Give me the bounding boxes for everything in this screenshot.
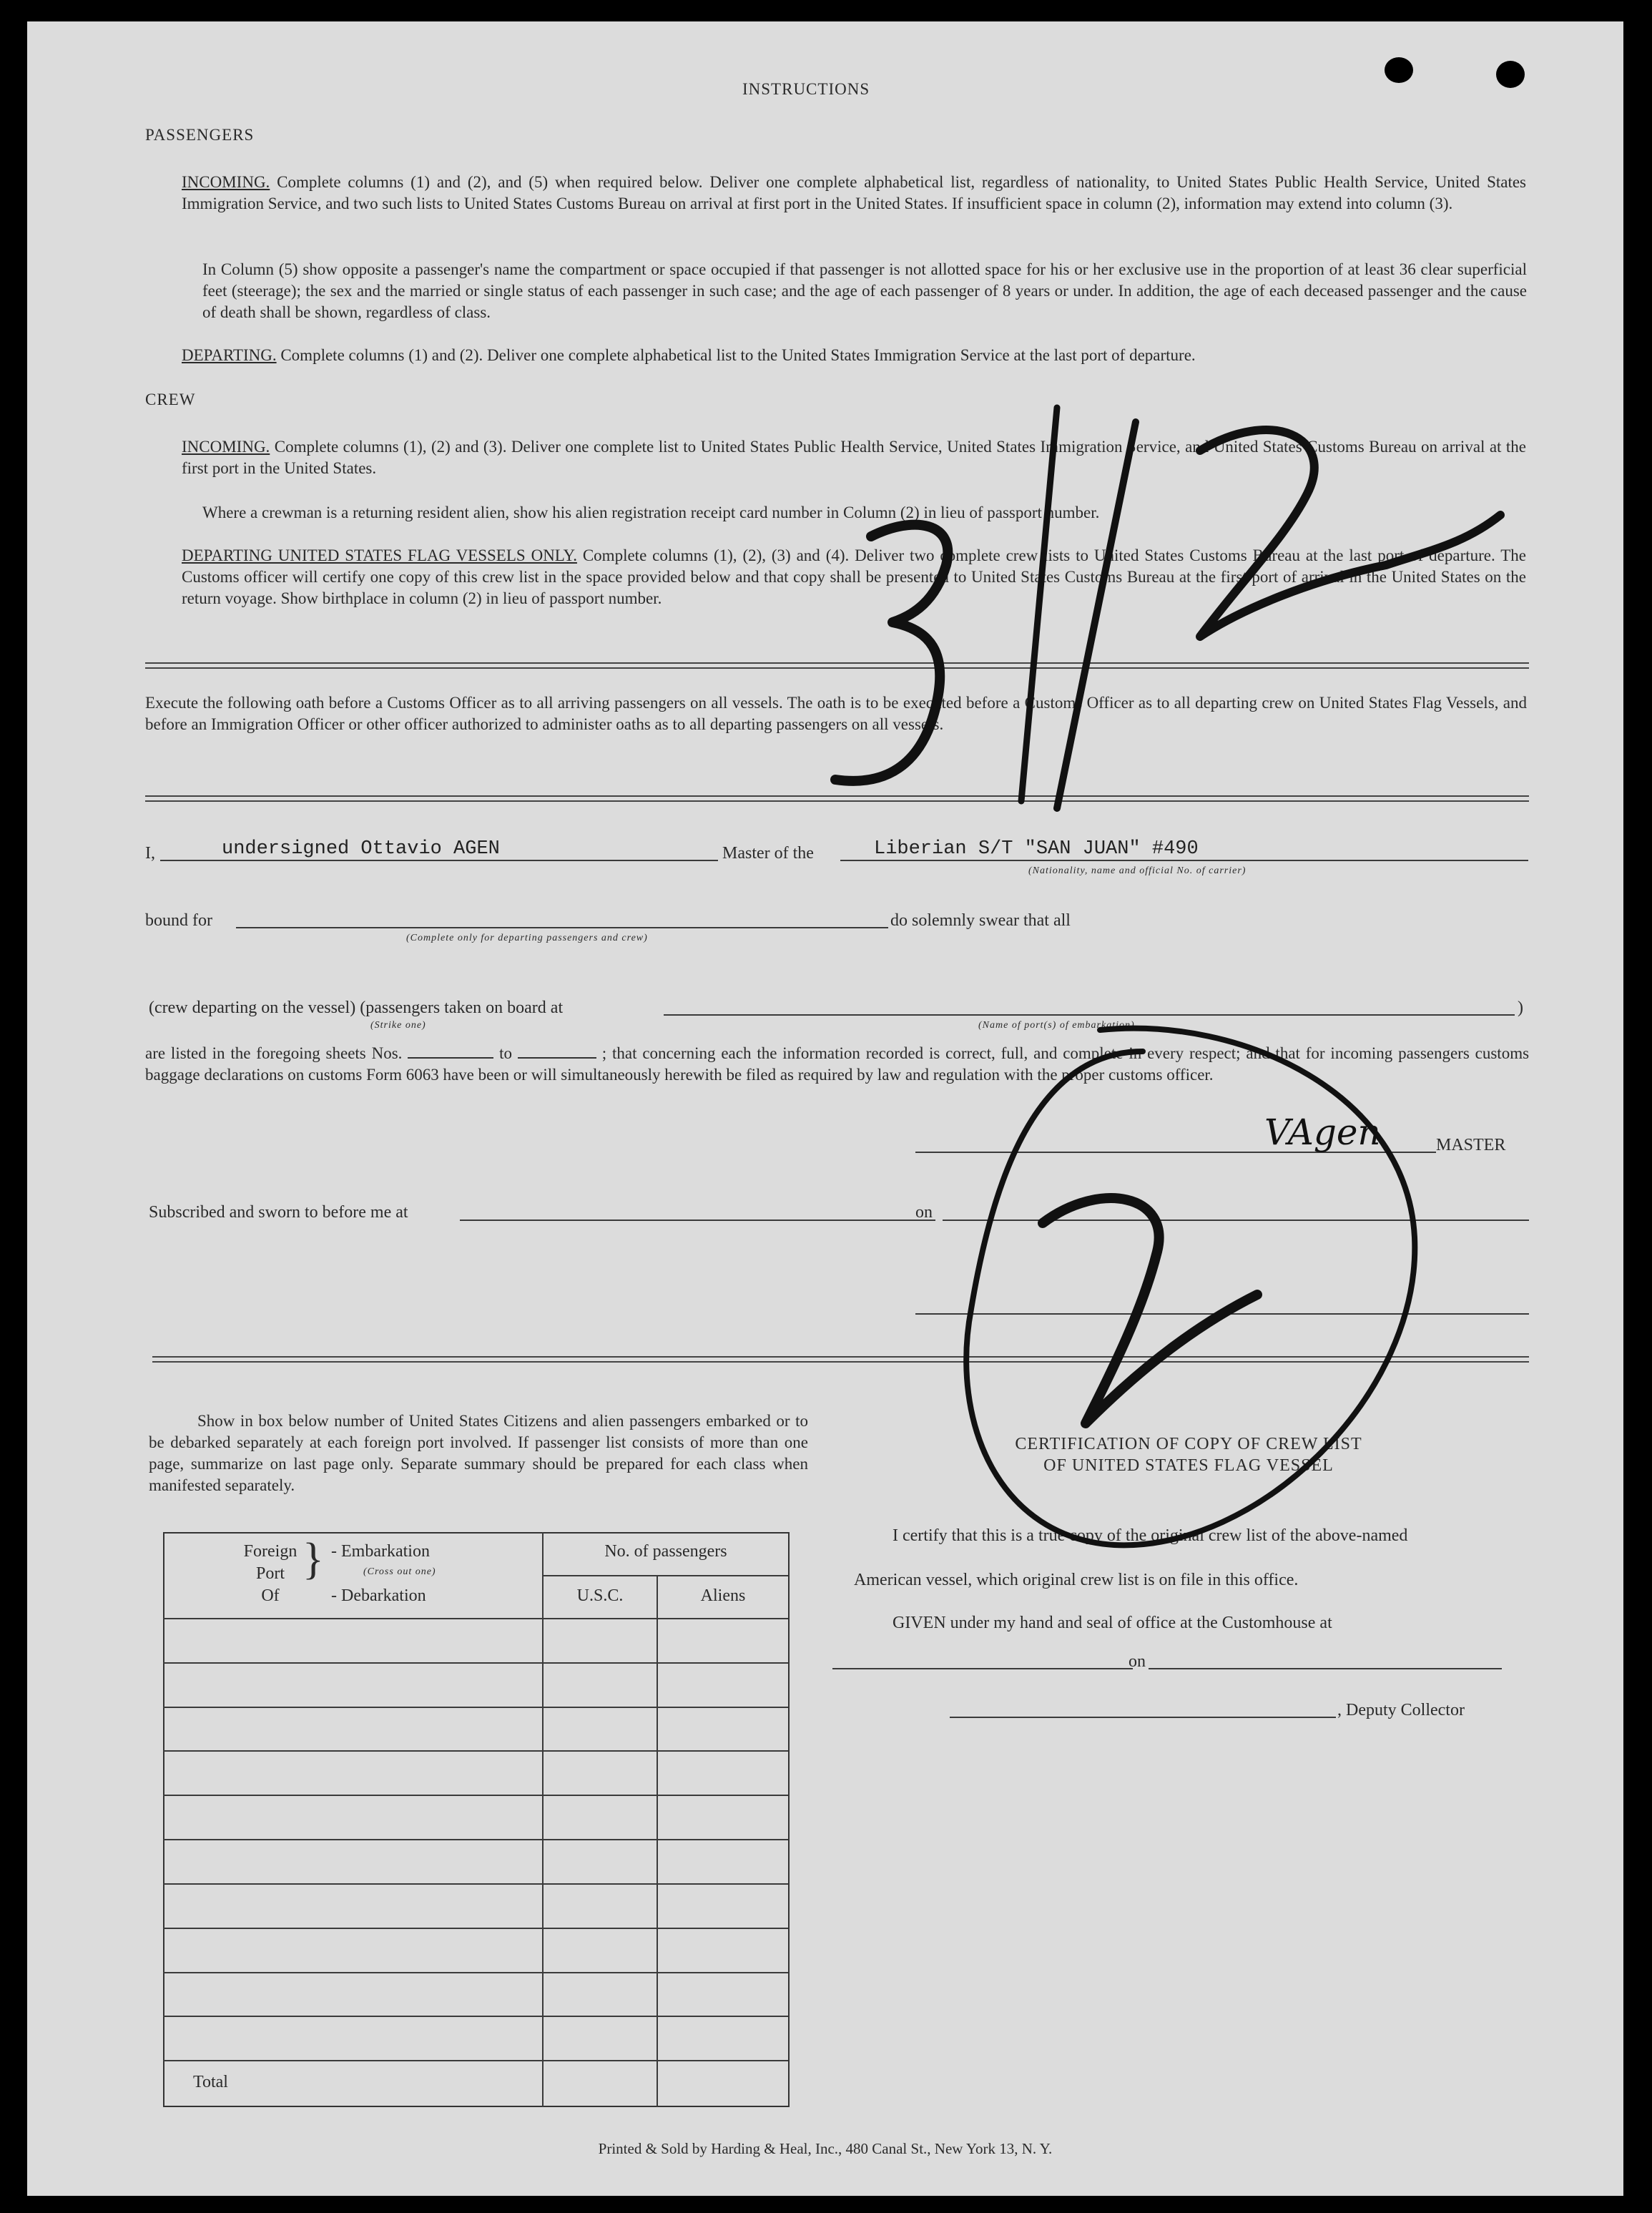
handwritten-two — [1200, 430, 1500, 637]
deputy-collector-label: , Deputy Collector — [1337, 1701, 1465, 1719]
punch-hole — [1496, 61, 1525, 88]
cert-on-label: on — [1129, 1652, 1146, 1671]
american-vessel-text: American vessel, which original crew list is on file in this office. — [854, 1571, 1299, 1589]
port-label: Port — [255, 1564, 285, 1583]
printer-footer: Printed & Sold by Harding & Heal, Inc., 480 Canal St., New York 13, N. Y. — [598, 2140, 1053, 2157]
handwritten-marks — [27, 21, 1623, 2196]
punch-hole — [1385, 57, 1413, 83]
master-label: MASTER — [1436, 1136, 1506, 1154]
subscribed-label: Subscribed and sworn to before me at — [149, 1203, 408, 1222]
oath-i-label: I, — [145, 844, 155, 863]
departing-label: DEPARTING. — [182, 346, 277, 364]
crew-incoming-label: INCOMING. — [182, 438, 270, 456]
handwritten-three — [835, 525, 948, 781]
handwritten-circled-two — [1043, 1198, 1257, 1423]
embarkation-label: - Embarkation — [331, 1542, 430, 1561]
no-passengers-header: No. of passengers — [604, 1542, 727, 1561]
crew-incoming-text: Complete columns (1), (2) and (3). Deliver one complete list to United States Public Health Service, United States Immigration Service, and United States Customs Bureau on arrival at the first port in the United States. — [182, 438, 1526, 477]
certification-subtitle: OF UNITED STATES FLAG VESSEL — [1043, 1456, 1334, 1475]
master-signature: VAgen — [1264, 1112, 1381, 1153]
total-label: Total — [193, 2073, 228, 2091]
debarkation-label: - Debarkation — [331, 1586, 426, 1605]
of-label: Of — [261, 1586, 280, 1605]
sheets-to-label: to — [499, 1044, 513, 1062]
summary-instructions: Show in box below number of United States Citizens and alien passengers embarked or to be debarked separately at each foreign port involved. If passenger list consists of more than one page, summarize on last page only. Separate summary should be prepared for each class when manifested separately. — [149, 1412, 808, 1494]
cross-out-caption: (Cross out one) — [363, 1566, 436, 1577]
incoming-text: Complete columns (1) and (2), and (5) when required below. Deliver one complete alphabetical list, regardless of nationality, to United States Public Health Service, United States Immigration Service, and two such lists to United States Customs Bureau on arrival at first port in the United States. If insufficient space in column (2), information may extend into column (3). — [182, 173, 1527, 212]
departing-flag-label: DEPARTING UNITED STATES FLAG VESSELS ONLY. — [182, 546, 577, 564]
usc-header: U.S.C. — [576, 1586, 624, 1605]
certification-title: CERTIFICATION OF COPY OF CREW LIST — [1015, 1435, 1362, 1453]
incoming-label: INCOMING. — [182, 173, 270, 191]
oath-instruction-paragraph: Execute the following oath before a Customs Officer as to all arriving passengers on all vessels. The oath is to be executed before a Customs Officer as to all departing crew on United States Flag Vessels, and before an Immigration Officer or other officer authorized to administer oaths as to all departing passengers on all vessels. — [145, 694, 1527, 733]
crew-heading: CREW — [145, 391, 196, 408]
closing-paren: ) — [1518, 998, 1523, 1017]
crewman-paragraph: Where a crewman is a returning resident alien, show his alien registration receipt card number in Column (2) in lieu of passport number. — [202, 504, 1100, 521]
swear-text: do solemnly swear that all — [890, 911, 1071, 930]
column5-paragraph: In Column (5) show opposite a passenger's name the compartment or space occupied if that passenger is not allotted space for his or her exclusive use in the proportion of at least 36 clear superficial feet (steerage); the sex and the married or single status of each passenger in such case; and the age of each passenger of 8 years or under. In addition, the age of each deceased passenger and the cause of death shall be shown, regardless of class. — [202, 260, 1527, 321]
aliens-header: Aliens — [700, 1586, 746, 1605]
brace-glyph: } — [303, 1535, 324, 1584]
foreign-label: Foreign — [243, 1542, 298, 1561]
embarkation-caption: (Name of port(s) of embarkation) — [978, 1020, 1135, 1031]
circled-two — [966, 1029, 1415, 1546]
passengers-heading: PASSENGERS — [145, 126, 255, 144]
crew-departing-label: (crew departing on the vessel) (passengers taken on board at — [149, 998, 564, 1017]
strike-one-caption: (Strike one) — [370, 1020, 426, 1031]
document-page — [27, 21, 1623, 2196]
master-name-value: undersigned Ottavio AGEN — [222, 838, 500, 860]
handwritten-slash — [1021, 408, 1057, 801]
handwritten-one — [1057, 422, 1136, 808]
sheets-prefix: are listed in the foregoing sheets Nos. — [145, 1044, 403, 1062]
departing-flag-text: Complete columns (1), (2), (3) and (4). Deliver two complete crew lists to United States Customs Bureau at the last port of departure. The Customs officer will certify one copy of this crew list in the space provided below and that copy shall be presented to United States Customs Bureau at the first port of arrival in the United States on the return voyage. Show birthplace in column (2) in lieu of passport number. — [182, 546, 1527, 607]
instructions-heading: INSTRUCTIONS — [742, 80, 870, 98]
on-label: on — [915, 1203, 933, 1222]
bound-for-label: bound for — [145, 911, 212, 930]
master-of-label: Master of the — [722, 844, 814, 863]
sheets-suffix: ; that concerning each the information recorded is correct, full, and complete in every respect; and that for incoming passengers customs baggage declarations on customs Form 6063 have been or will simultaneously herewith be filed as required by law and regulation with the proper customs officer. — [145, 1044, 1530, 1084]
vessel-caption: (Nationality, name and official No. of carrier) — [1028, 865, 1247, 876]
given-text: GIVEN under my hand and seal of office at the Customhouse at — [893, 1614, 1332, 1632]
departing-text: Complete columns (1) and (2). Deliver one complete alphabetical list to the United States Immigration Service at the last port of departure. — [280, 346, 1196, 364]
certify-text: I certify that this is a true copy of the original crew list of the above-named — [893, 1526, 1408, 1545]
vessel-value: Liberian S/T "SAN JUAN" #490 — [874, 838, 1199, 860]
bound-for-caption: (Complete only for departing passengers and crew) — [406, 933, 648, 943]
